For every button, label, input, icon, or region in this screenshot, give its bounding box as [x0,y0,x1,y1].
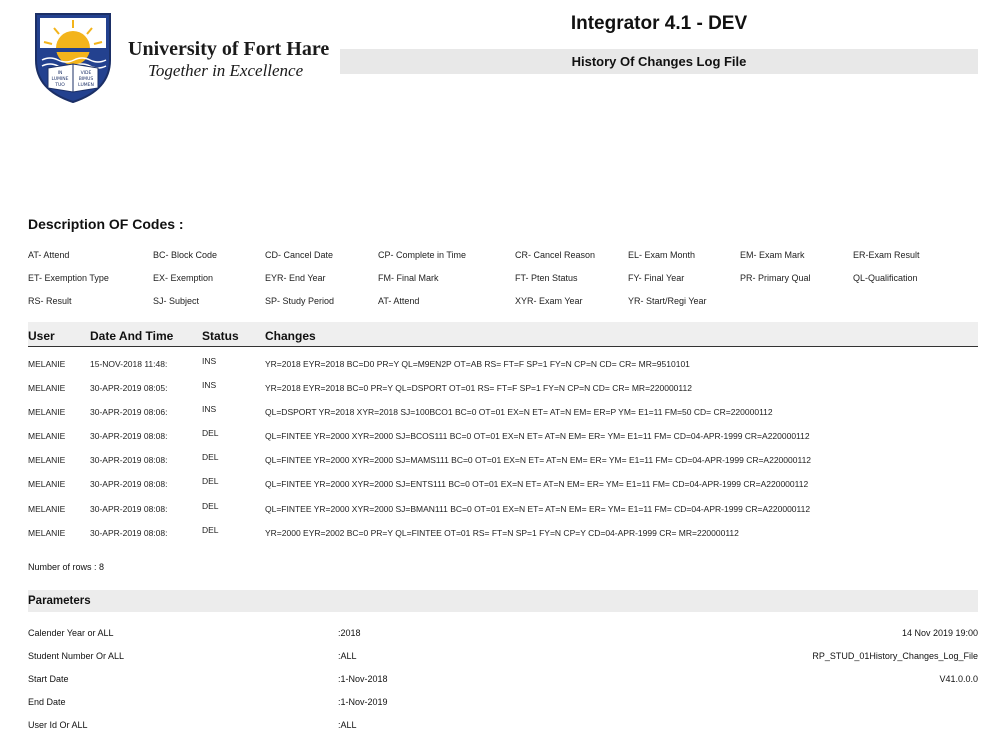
code-item: FY- Final Year [628,273,685,283]
table-row [28,523,978,543]
subtitle-band [340,49,978,74]
param-value: :1-Nov-2018 [338,674,388,684]
code-item: QL-Qualification [853,273,918,283]
university-logo [28,8,340,104]
code-item: CD- Cancel Date [265,250,334,260]
codes-heading: Description OF Codes : [28,216,184,232]
shield-text-1: IN [57,71,63,76]
code-item: ET- Exemption Type [28,273,109,283]
code-item: EYR- End Year [265,273,326,283]
code-item: FM- Final Mark [378,273,439,283]
report-timestamp: 14 Nov 2019 19:00 [901,628,978,638]
table-row [28,378,978,398]
cell-changes: QL=FINTEE YR=2000 XYR=2000 SJ=ENTS111 BC=0 OT=01 EX=N ET= AT=N EM= ER= YM= E1=11 FM= CD=04-APR-1999 CR=A220000112 [265,479,809,489]
cell-changes: QL=FINTEE YR=2000 XYR=2000 SJ=MAMS111 BC=0 OT=01 EX=N ET= AT=N EM= ER= YM= E1=11 FM= CD=04-APR-1999 CR=A220000112 [265,455,812,465]
code-item: CP- Complete in Time [378,250,467,260]
cell-status: INS [202,356,217,366]
code-item: RS- Result [28,296,72,306]
cell-user: MELANIE [28,455,66,465]
cell-date: 30-APR-2019 08:06: [90,407,168,417]
cell-date: 30-APR-2019 08:08: [90,504,168,514]
cell-date: 15-NOV-2018 11:48: [90,359,168,369]
cell-changes: YR=2018 EYR=2018 BC=D0 PR=Y QL=M9EN2P OT=AB RS= FT=F SP=1 FY=N CP=N CD= CR= MR=9510101 [265,359,690,369]
cell-user: MELANIE [28,479,66,489]
param-label: End Date [28,697,66,707]
cell-status: DEL [202,452,219,462]
code-item: ER-Exam Result [853,250,920,260]
row-count: Number of rows : 8 [28,562,105,572]
code-item: SP- Study Period [265,296,335,306]
column-header-changes: Changes [265,329,316,343]
column-header-user: User [28,329,55,343]
table-row [28,450,978,470]
report-subtitle: History Of Changes Log File [571,54,747,69]
param-label: Calender Year or ALL [28,628,114,638]
table-row [28,426,978,446]
code-item: PR- Primary Qual [740,273,811,283]
cell-date: 30-APR-2019 08:05: [90,383,168,393]
shield-text-4: VIDE [80,71,92,76]
code-item: EX- Exemption [153,273,214,283]
column-header-status: Status [202,329,239,343]
cell-changes: YR=2018 EYR=2018 BC=0 PR=Y QL=DSPORT OT=01 RS= FT=F SP=1 FY=N CP=N CD= CR= MR=220000112 [265,383,692,393]
report-id: RP_STUD_01History_Changes_Log_File [812,651,978,661]
university-shield-icon [28,8,118,104]
table-row [28,499,978,519]
table-row [28,402,978,422]
cell-status: INS [202,380,217,390]
table-row [28,474,978,494]
param-value: :ALL [338,651,357,661]
cell-status: DEL [202,525,219,535]
university-name: University of Fort Hare [128,38,330,60]
cell-changes: YR=2000 EYR=2002 BC=0 PR=Y QL=FINTEE OT=01 RS= FT=N SP=1 FY=N CP=Y CD=04-APR-1999 CR= MR=220000112 [265,528,739,538]
code-item: XYR- Exam Year [515,296,583,306]
cell-date: 30-APR-2019 08:08: [90,455,168,465]
code-item: EM- Exam Mark [740,250,805,260]
shield-text-5: BIMUS [78,77,94,82]
code-item: YR- Start/Regi Year [628,296,707,306]
shield-text-3: TUO [55,83,65,88]
report-title: Integrator 4.1 - DEV [570,13,748,34]
code-item: AT- Attend [28,250,70,260]
cell-status: DEL [202,476,219,486]
cell-user: MELANIE [28,383,66,393]
report-version: V41.0.0.0 [939,674,978,684]
cell-user: MELANIE [28,431,66,441]
cell-date: 30-APR-2019 08:08: [90,528,168,538]
cell-changes: QL=FINTEE YR=2000 XYR=2000 SJ=BMAN111 BC=0 OT=01 EX=N ET= AT=N EM= ER= YM= E1=11 FM= CD=04-APR-1999 CR=A220000112 [265,504,811,514]
university-tagline: Together in Excellence [148,61,304,80]
parameters-band [28,590,978,612]
cell-changes: QL=DSPORT YR=2018 XYR=2018 SJ=100BCO1 BC=0 OT=01 EX=N ET= AT=N EM= ER=P YM= E1=11 FM=50 CD= CR=220000112 [265,407,773,417]
param-value: :1-Nov-2019 [338,697,388,707]
table-row [28,354,978,374]
cell-user: MELANIE [28,528,66,538]
code-item: EL- Exam Month [628,250,696,260]
code-item: CR- Cancel Reason [515,250,596,260]
shield-text-2: LUMINE [51,77,69,82]
param-label: User Id Or ALL [28,720,88,730]
shield-text-6: LUMEN [78,83,94,88]
code-item: AT- Attend [378,296,420,306]
code-item: FT- Pten Status [515,273,578,283]
cell-date: 30-APR-2019 08:08: [90,479,168,489]
cell-user: MELANIE [28,504,66,514]
cell-status: DEL [202,501,219,511]
cell-changes: QL=FINTEE YR=2000 XYR=2000 SJ=BCOS111 BC=0 OT=01 EX=N ET= AT=N EM= ER= YM= E1=11 FM= CD=04-APR-1999 CR=A220000112 [265,431,810,441]
cell-user: MELANIE [28,359,66,369]
table-header [28,322,978,347]
cell-user: MELANIE [28,407,66,417]
param-label: Student Number Or ALL [28,651,125,661]
code-item: SJ- Subject [153,296,200,306]
cell-date: 30-APR-2019 08:08: [90,431,168,441]
param-label: Start Date [28,674,69,684]
parameters-heading: Parameters [28,595,91,607]
column-header-date: Date And Time [90,329,174,343]
code-item: BC- Block Code [153,250,218,260]
param-value: :ALL [338,720,357,730]
cell-status: DEL [202,428,219,438]
param-value: :2018 [338,628,361,638]
cell-status: INS [202,404,217,414]
